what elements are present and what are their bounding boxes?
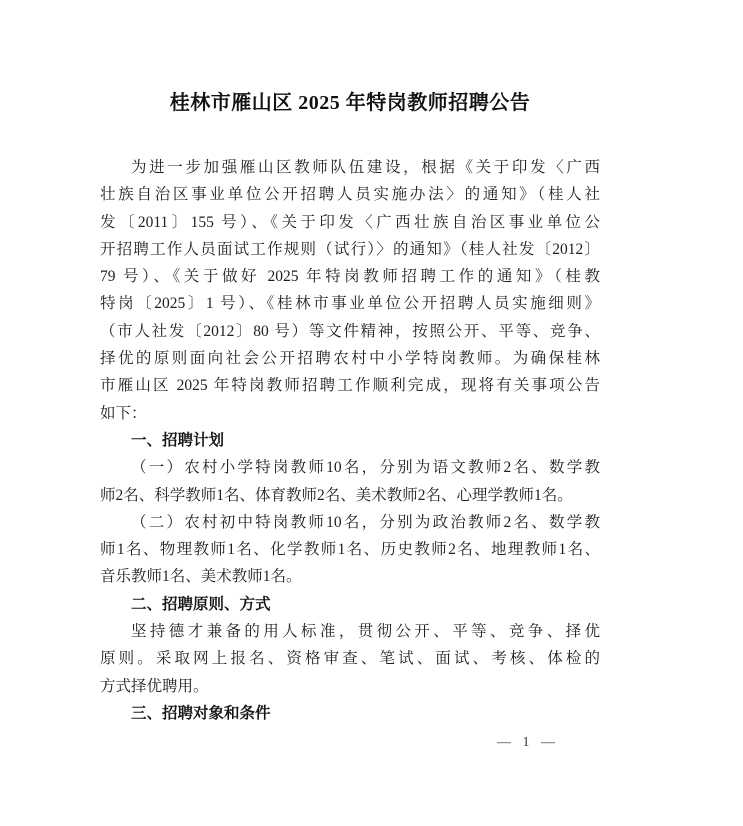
document-title: 桂林市雁山区 2025 年特岗教师招聘公告 bbox=[169, 92, 531, 114]
page-number: — 1 — bbox=[497, 735, 559, 750]
intro-line: 择优的原则面向社会公开招聘农村中小学特岗教师。为确保桂林 bbox=[100, 350, 600, 368]
intro-line: 壮族自治区事业单位公开招聘人员实施办法〉的通知》（桂人社 bbox=[100, 186, 600, 204]
plan-item2-line: （二）农村初中特岗教师10名，分别为政治教师2名、数学教 bbox=[131, 513, 600, 531]
principles-line: 方式择优聘用。 bbox=[100, 677, 209, 695]
intro-line: 79 号）、《关于做好 2025 年特岗教师招聘工作的通知》（桂教 bbox=[100, 268, 600, 286]
section-heading-principles: 二、招聘原则、方式 bbox=[131, 595, 271, 613]
plan-item1-line: （一）农村小学特岗教师10名，分别为语文教师2名、数学教 bbox=[131, 459, 600, 477]
intro-line: 为进一步加强雁山区教师队伍建设，根据《关于印发〈广西 bbox=[131, 159, 600, 176]
intro-line: 开招聘工作人员面试工作规则（试行）〉的通知》（桂人社发〔2012〕 bbox=[100, 240, 600, 258]
intro-line: 发〔2011〕155 号）、《关于印发〈广西壮族自治区事业单位公 bbox=[100, 213, 600, 231]
intro-line: 如下： bbox=[100, 404, 147, 422]
section-heading-targets-conditions: 三、招聘对象和条件 bbox=[131, 704, 271, 722]
plan-item2-line: 师1名、物理教师1名、化学教师1名、历史教师2名、地理教师1名、 bbox=[100, 541, 600, 559]
intro-line: 市雁山区 2025 年特岗教师招聘工作顺利完成，现将有关事项公告 bbox=[100, 377, 600, 395]
document-content bbox=[100, 0, 600, 727]
intro-line: 特岗〔2025〕1 号）、《桂林市事业单位公开招聘人员实施细则》 bbox=[100, 295, 600, 313]
intro-line: （市人社发〔2012〕80 号）等文件精神，按照公开、平等、竞争、 bbox=[100, 322, 600, 340]
plan-item2-line: 音乐教师1名、美术教师1名。 bbox=[100, 568, 302, 586]
section-heading-recruitment-plan: 一、招聘计划 bbox=[131, 431, 225, 449]
principles-line: 原则。采取网上报名、资格审查、笔试、面试、考核、体检的 bbox=[100, 650, 600, 668]
principles-line: 坚持德才兼备的用人标准，贯彻公开、平等、竞争、择优 bbox=[131, 623, 600, 641]
plan-item1-line: 师2名、科学教师1名、体育教师2名、美术教师2名、心理学教师1名。 bbox=[100, 486, 573, 504]
